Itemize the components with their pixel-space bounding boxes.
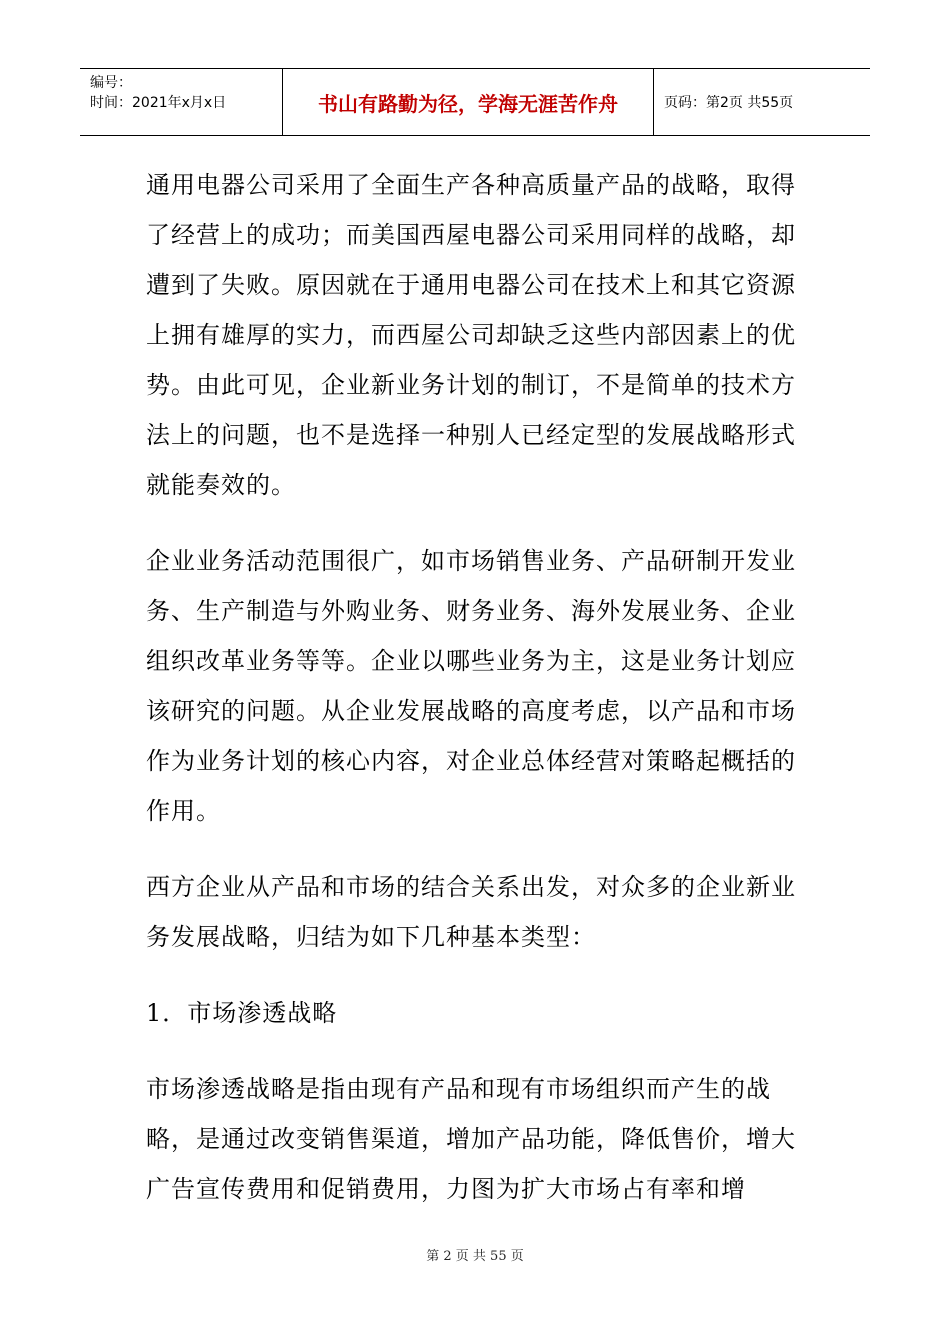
paragraph: 企业业务活动范围很广，如市场销售业务、产品研制开发业务、生产制造与外购业务、财务业务、海外发展业务、企业组织改革业务等等。企业以哪些业务为主，这是业务计划应该研究的问题。从企业发展战略的高度考虑，以产品和市场作为业务计划的核心内容，对企业总体经营对策略起概括的作用。 xyxy=(146,547,796,825)
header-motto: 书山有路勤为径，学海无涯苦作舟 xyxy=(282,69,654,135)
paragraph: 西方企业从产品和市场的结合关系出发，对众多的企业新业务发展战略，归结为如下几种基本类型： xyxy=(146,873,796,951)
section-heading: 1．市场渗透战略 xyxy=(146,999,338,1027)
number-label: 编号： xyxy=(90,75,132,91)
paragraph: 市场渗透战略是指由现有产品和现有市场组织而产生的战略，是通过改变销售渠道，增加产品功能，降低售价，增大广告宣传费用和促销费用，力图为扩大市场占有率和增 xyxy=(146,1075,796,1203)
time-label: 时间：2021年x月x日 xyxy=(90,95,227,111)
header-page-info: 页码：第2页 共55页 xyxy=(664,95,794,111)
paragraph: 通用电器公司采用了全面生产各种高质量产品的战略，取得了经营上的成功；而美国西屋电器公司采用同样的战略，却遭到了失败。原因就在于通用电器公司在技术上和其它资源上拥有雄厚的实力，而西屋公司却缺乏这些内部因素上的优势。由此可见，企业新业务计划的制订，不是简单的技术方法上的问题，也不是选择一种别人已经定型的发展战略形式就能奏效的。 xyxy=(146,171,796,499)
page-footer: 第 2 页 共 55 页 xyxy=(426,1249,524,1264)
header-meta xyxy=(80,69,282,135)
document-header xyxy=(80,68,870,136)
document-body xyxy=(146,160,806,1240)
